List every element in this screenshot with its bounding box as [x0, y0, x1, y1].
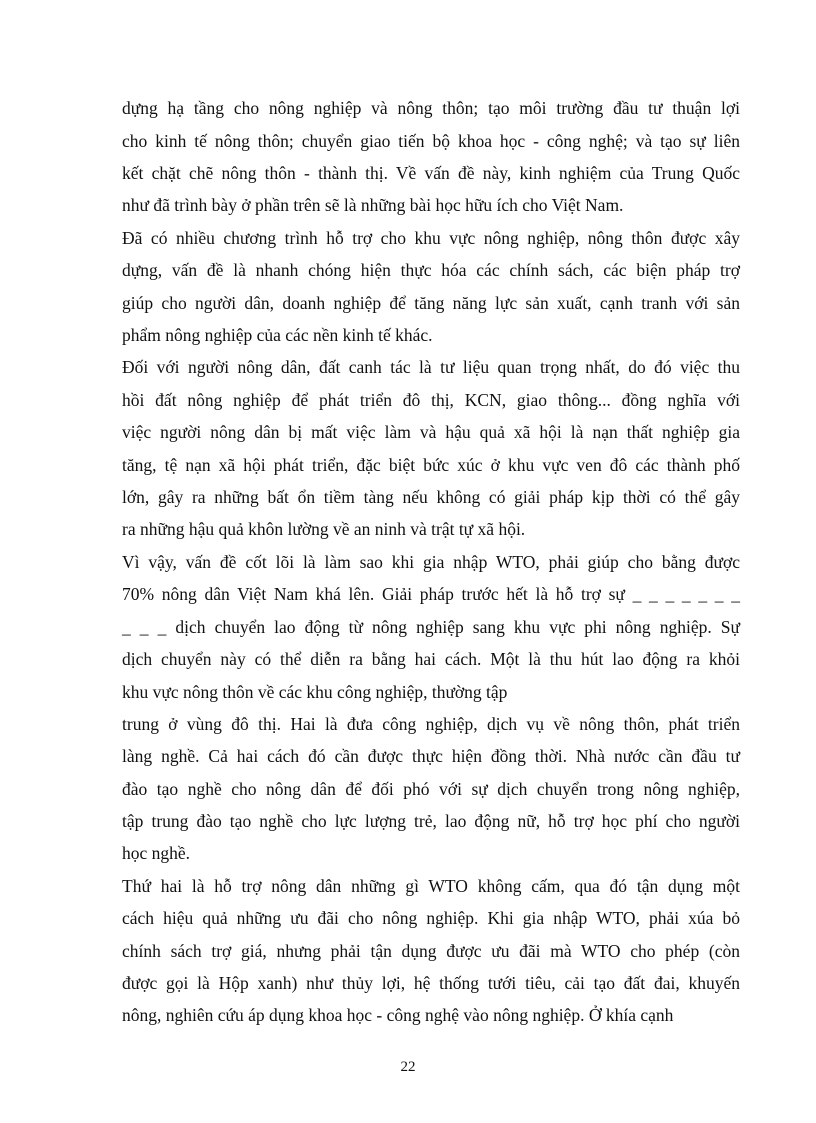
text-line: lớn, gây ra những bất ổn tiềm tàng nếu không có giải pháp kịp thời có thể gây [122, 487, 740, 507]
text-line: Đối với người nông dân, đất canh tác là tư liệu quan trọng nhất, do đó việc thu [122, 357, 740, 377]
text-line: _ _ _ dịch chuyển lao động từ nông nghiệp sang khu vực phi nông nghiệp. Sự [122, 617, 740, 637]
text-line: dựng hạ tầng cho nông nghiệp và nông thôn; tạo môi trường đầu tư thuận lợi [122, 98, 740, 118]
text-line: phẩm nông nghiệp của các nền kinh tế khác. [122, 325, 433, 345]
text-line: cho kinh tế nông thôn; chuyển giao tiến bộ khoa học - công nghệ; và tạo sự liên [122, 131, 740, 151]
text-line: hồi đất nông nghiệp để phát triển đô thị, KCN, giao thông... đồng nghĩa với [122, 390, 740, 410]
text-line: Vì vậy, vấn đề cốt lõi là làm sao khi gia nhập WTO, phải giúp cho bằng được [122, 552, 740, 572]
text-line: tập trung đào tạo nghề cho lực lượng trẻ, lao động nữ, hỗ trợ học phí cho người [122, 811, 740, 831]
text-line: nông, nghiên cứu áp dụng khoa học - công nghệ vào nông nghiệp. Ở khía cạnh [122, 1005, 674, 1025]
text-line: cách hiệu quả những ưu đãi cho nông nghiệp. Khi gia nhập WTO, phải xúa bỏ [122, 908, 740, 928]
text-line: 70% nông dân Việt Nam khá lên. Giải pháp trước hết là hỗ trợ sự _ _ _ _ _ _ _ [122, 584, 740, 604]
text-line: đào tạo nghề cho nông dân để đối phó với sự dịch chuyển trong nông nghiệp, [122, 779, 740, 799]
text-line: dịch chuyển này có thể diễn ra bằng hai cách. Một là thu hút lao động ra khỏi [122, 649, 740, 669]
text-line: học nghề. [122, 843, 191, 863]
text-line: giúp cho người dân, doanh nghiệp để tăng năng lực sản xuất, cạnh tranh với sản [122, 293, 740, 313]
text-line: như đã trình bày ở phần trên sẽ là những bài học hữu ích cho Việt Nam. [122, 195, 624, 215]
text-line: tăng, tệ nạn xã hội phát triển, đặc biệt bức xúc ở khu vực ven đô các thành phố [122, 455, 740, 475]
text-line: trung ở vùng đô thị. Hai là đưa công nghiệp, dịch vụ về nông thôn, phát triển [122, 714, 740, 734]
text-line: việc người nông dân bị mất việc làm và hậu quả xã hội là nạn thất nghiệp gia [122, 422, 740, 442]
text-line: dựng, vấn đề là nhanh chóng hiện thực hóa các chính sách, các biện pháp trợ [122, 260, 740, 280]
text-line: kết chặt chẽ nông thôn - thành thị. Về vấn đề này, kinh nghiệm của Trung Quốc [122, 163, 740, 183]
text-line: được gọi là Hộp xanh) như thủy lợi, hệ thống tưới tiêu, cải tạo đất đai, khuyến [122, 973, 740, 993]
text-line: làng nghề. Cả hai cách đó cần được thực hiện đồng thời. Nhà nước cần đầu tư [122, 746, 740, 766]
text-line: Thứ hai là hỗ trợ nông dân những gì WTO không cấm, qua đó tận dụng một [122, 876, 740, 896]
text-line: chính sách trợ giá, nhưng phải tận dụng được ưu đãi mà WTO cho phép (còn [122, 941, 740, 961]
text-line: khu vực nông thôn về các khu công nghiệp, thường tập [122, 682, 508, 702]
text-line: Đã có nhiều chương trình hỗ trợ cho khu vực nông nghiệp, nông thôn được xây [122, 228, 740, 248]
page-number: 22 [400, 1059, 416, 1075]
text-line: ra những hậu quả khôn lường về an ninh và trật tự xã hội. [122, 519, 526, 539]
